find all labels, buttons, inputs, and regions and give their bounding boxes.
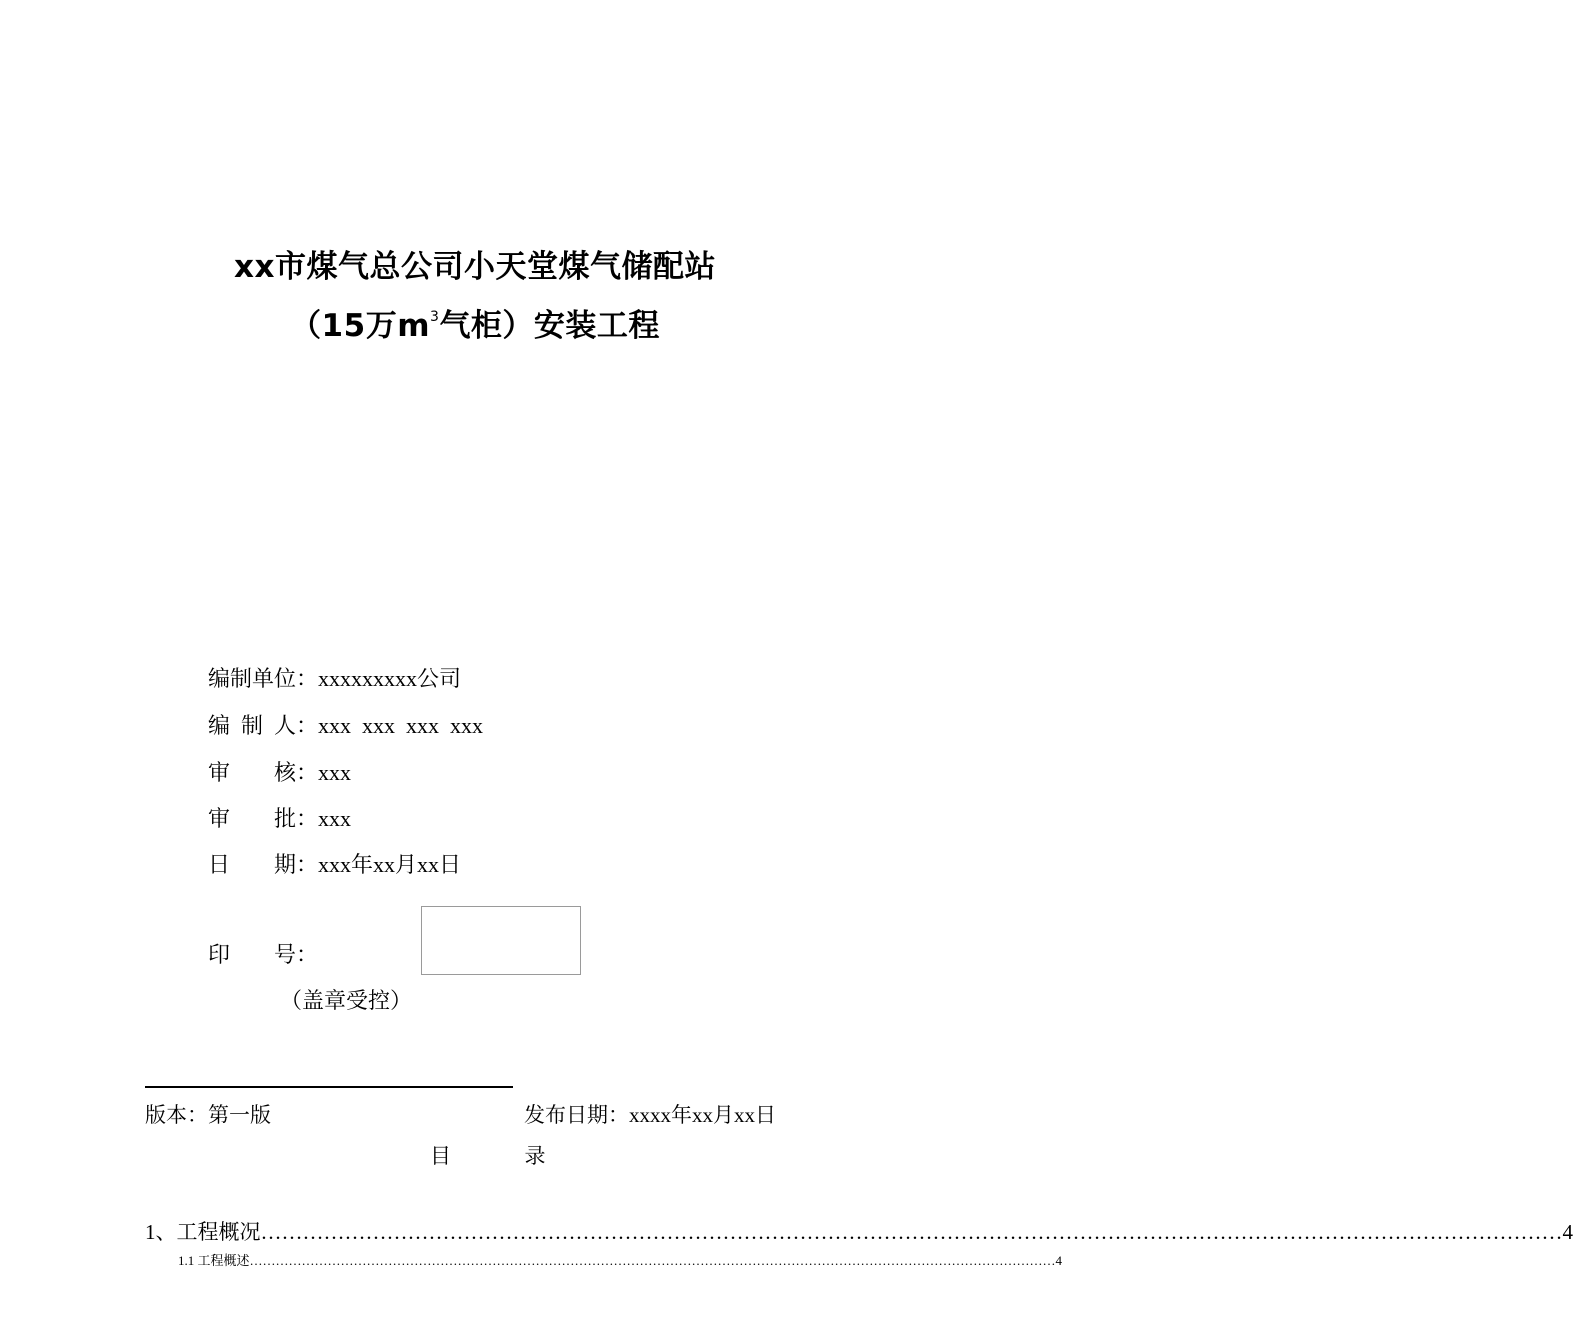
title-superscript: 3 bbox=[430, 308, 440, 325]
field-date bbox=[208, 848, 461, 879]
field-value: xxx xxx xxx xxx bbox=[318, 713, 484, 738]
field-value: xxx bbox=[318, 760, 352, 785]
field-label: 编制单位： bbox=[208, 666, 319, 691]
toc-leader: …………………………………………………………………………………………………………………………………………………………………… bbox=[249, 1253, 1056, 1268]
field-value: xxx年xx月xx日 bbox=[318, 852, 462, 877]
toc-heading: 目 录 bbox=[430, 1144, 546, 1168]
field-compiler bbox=[208, 709, 483, 740]
title-text-suffix: 气柜）安装工程 bbox=[439, 308, 660, 344]
toc-entry-text: 1、工程概况 bbox=[145, 1220, 261, 1244]
toc-page-number: 4 bbox=[1055, 1253, 1063, 1268]
document-title-line-2 bbox=[0, 300, 950, 345]
field-compiling-unit bbox=[208, 662, 461, 693]
field-label: 日 期： bbox=[208, 852, 319, 877]
toc-entry-text: 1.1 工程概述 bbox=[178, 1253, 250, 1268]
title-text-prefix: （15万m bbox=[290, 308, 431, 344]
toc-page-number: 4 bbox=[1562, 1220, 1573, 1244]
toc-leader: …………………………………………………………………………………………………………………………………………………………………… bbox=[260, 1220, 1563, 1244]
publish-date-text: 发布日期：xxxx年xx月xx日 bbox=[524, 1103, 776, 1127]
version-text: 版本：第一版 bbox=[145, 1103, 271, 1127]
seal-stamp-box bbox=[421, 906, 581, 975]
seal-note: （盖章受控） bbox=[280, 988, 413, 1013]
document-title-line-1: xx市煤气总公司小天堂煤气储配站 bbox=[234, 249, 716, 285]
seal-label: 印 号： bbox=[208, 942, 319, 967]
field-approver bbox=[208, 802, 351, 833]
field-label: 编 制 人： bbox=[208, 713, 319, 738]
field-value: xxxxxxxxx公司 bbox=[318, 666, 462, 691]
field-label: 审 核： bbox=[208, 760, 319, 785]
footer-divider bbox=[145, 1086, 513, 1088]
field-value: xxx bbox=[318, 806, 352, 831]
field-label: 审 批： bbox=[208, 806, 319, 831]
toc-entry[interactable] bbox=[145, 1216, 1573, 1246]
field-reviewer bbox=[208, 756, 351, 787]
toc-subentry[interactable] bbox=[145, 1250, 1063, 1269]
